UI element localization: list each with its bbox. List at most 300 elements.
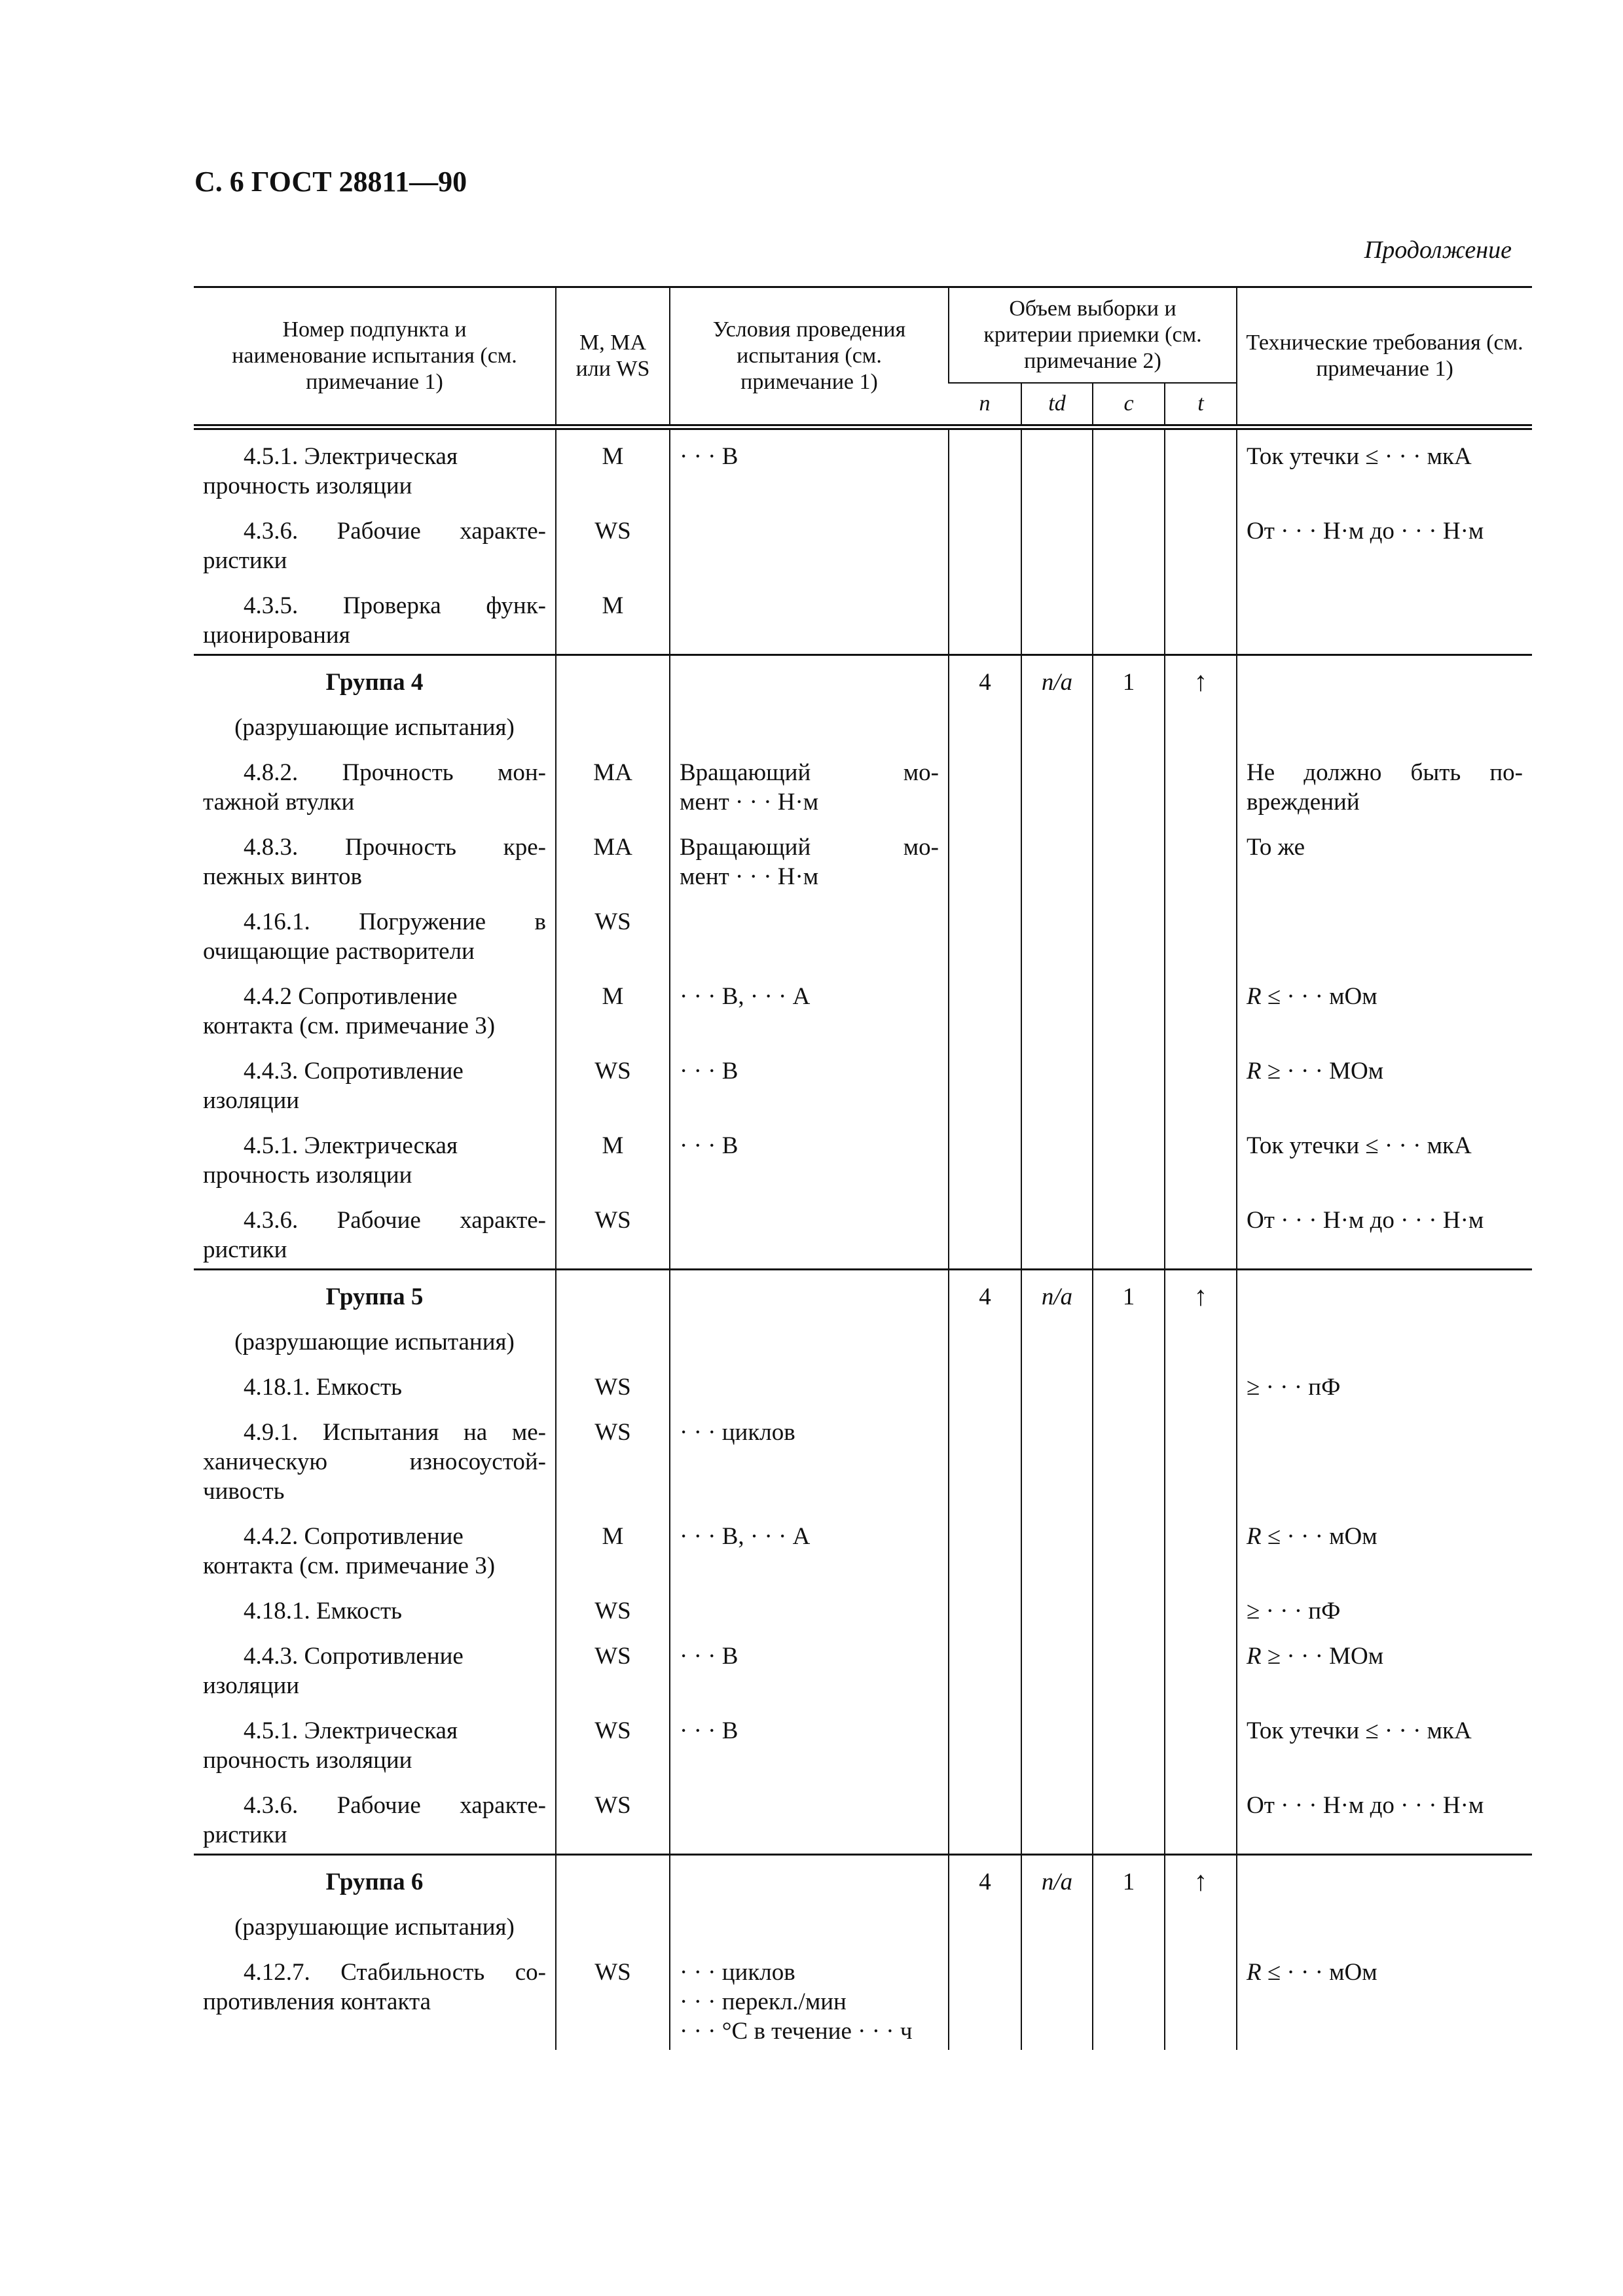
c-cell	[1093, 895, 1165, 970]
test-name-cell	[194, 970, 556, 1045]
t-cell	[1165, 579, 1237, 655]
n-cell	[949, 746, 1021, 821]
test-name-line: противления контакта	[203, 1988, 431, 2015]
method-cell	[556, 970, 670, 1045]
td-cell	[1021, 427, 1093, 505]
table-row	[194, 1194, 1532, 1270]
test-name-cell	[194, 1361, 556, 1406]
test-name-cell	[194, 1045, 556, 1119]
requirements-cell	[1237, 1316, 1532, 1361]
conditions-cell	[670, 1855, 949, 1901]
method-value: WS	[594, 1598, 631, 1624]
method-cell	[556, 1510, 670, 1585]
requirement-line: От · · · Н·м до · · · Н·м	[1247, 1792, 1484, 1819]
c-cell	[1093, 1194, 1165, 1270]
test-name-line: 4.5.1. Электрическая	[244, 1717, 458, 1744]
n-cell	[949, 655, 1021, 702]
requirements-cell	[1237, 821, 1532, 895]
method-value: М	[602, 1523, 624, 1550]
test-name-cell	[194, 427, 556, 505]
test-name-line: ханическую износоустой-	[203, 1448, 546, 1475]
header-requirements: Технические требования (см. примечание 1)	[1237, 287, 1532, 427]
method-value: М	[602, 443, 624, 470]
c-cell	[1093, 1270, 1165, 1316]
c-cell	[1093, 1704, 1165, 1779]
test-name-line: ристики	[203, 547, 287, 574]
condition-line: · · · В, · · · А	[680, 1523, 811, 1550]
method-cell	[556, 701, 670, 746]
test-name-line: чивость	[203, 1478, 285, 1505]
conditions-cell	[670, 1704, 949, 1779]
group-title: Группа 4	[325, 669, 424, 696]
method-value: WS	[594, 1959, 631, 1986]
method-value: WS	[594, 1207, 631, 1234]
conditions-cell	[670, 1901, 949, 1946]
td-cell	[1021, 1630, 1093, 1704]
n-cell	[949, 505, 1021, 579]
condition-line: · · · циклов	[680, 1959, 795, 1986]
n-cell	[949, 427, 1021, 505]
table-row	[194, 1704, 1532, 1779]
test-name-cell	[194, 655, 556, 702]
td-cell	[1021, 701, 1093, 746]
t-cell	[1165, 1630, 1237, 1704]
n-cell	[949, 701, 1021, 746]
conditions-cell	[670, 427, 949, 505]
conditions-cell	[670, 1946, 949, 2050]
n-cell	[949, 1510, 1021, 1585]
test-name-line: 4.5.1. Электрическая	[244, 1132, 458, 1159]
n-cell	[949, 1946, 1021, 2050]
conditions-cell	[670, 1510, 949, 1585]
condition-line: · · · В	[680, 1717, 739, 1744]
condition-line: · · · В	[680, 1132, 739, 1159]
test-name-line: 4.8.3. Прочность кре-	[244, 834, 546, 861]
test-name-line: 4.5.1. Электрическая	[244, 443, 458, 470]
td-cell	[1021, 1270, 1093, 1316]
method-cell	[556, 427, 670, 505]
td-cell	[1021, 1316, 1093, 1361]
test-name-cell	[194, 505, 556, 579]
conditions-cell	[670, 1630, 949, 1704]
t-cell	[1165, 1194, 1237, 1270]
method-cell	[556, 746, 670, 821]
n-cell	[949, 1119, 1021, 1194]
t-cell	[1165, 701, 1237, 746]
test-name-cell	[194, 1630, 556, 1704]
method-value: М	[602, 592, 624, 619]
conditions-cell	[670, 1194, 949, 1270]
sample-n: 4	[979, 1869, 991, 1895]
test-name-line: 4.3.6. Рабочие характе-	[244, 1792, 546, 1819]
n-cell	[949, 1270, 1021, 1316]
td-cell	[1021, 821, 1093, 895]
sample-c: 1	[1122, 669, 1135, 696]
test-name-line: изоляции	[203, 1672, 300, 1699]
t-cell	[1165, 746, 1237, 821]
method-value: М	[602, 983, 624, 1010]
t-cell	[1165, 821, 1237, 895]
test-name-line: 4.4.3. Сопротивление	[244, 1643, 464, 1670]
requirement-line: ≥ · · · пФ	[1247, 1598, 1341, 1624]
requirement-line: Ток утечки ≤ · · · мкА	[1247, 1717, 1472, 1744]
table-row	[194, 895, 1532, 970]
c-cell	[1093, 579, 1165, 655]
sample-n: 4	[979, 669, 991, 696]
t-cell	[1165, 655, 1237, 702]
requirements-cell	[1237, 1194, 1532, 1270]
t-cell	[1165, 1316, 1237, 1361]
td-cell	[1021, 895, 1093, 970]
n-cell	[949, 821, 1021, 895]
method-cell	[556, 1704, 670, 1779]
method-cell	[556, 1901, 670, 1946]
group-subtitle-row	[194, 1316, 1532, 1361]
condition-line: · · · °С в течение · · · ч	[680, 2018, 913, 2045]
td-cell	[1021, 1510, 1093, 1585]
table-row	[194, 1946, 1532, 2050]
n-cell	[949, 1704, 1021, 1779]
td-cell	[1021, 1779, 1093, 1855]
test-name-cell	[194, 821, 556, 895]
t-cell	[1165, 1704, 1237, 1779]
c-cell	[1093, 1779, 1165, 1855]
c-cell	[1093, 1630, 1165, 1704]
c-cell	[1093, 701, 1165, 746]
requirements-cell	[1237, 1946, 1532, 2050]
test-name-line: 4.9.1. Испытания на ме-	[244, 1419, 546, 1446]
c-cell	[1093, 1406, 1165, 1510]
header-c: c	[1093, 383, 1165, 427]
n-cell	[949, 1361, 1021, 1406]
test-name-cell	[194, 1855, 556, 1901]
header-conditions: Условия проведения испытания (см. примечание 1)	[670, 287, 949, 427]
requirements-cell	[1237, 1510, 1532, 1585]
test-name-cell	[194, 1585, 556, 1630]
c-cell	[1093, 1119, 1165, 1194]
requirement-line: Ток утечки ≤ · · · мкА	[1247, 443, 1472, 470]
requirements-cell	[1237, 1119, 1532, 1194]
table-row	[194, 746, 1532, 821]
condition-line: · · · В	[680, 1643, 739, 1670]
test-name-line: тажной втулки	[203, 789, 355, 816]
c-cell	[1093, 746, 1165, 821]
table-row	[194, 1630, 1532, 1704]
test-name-cell	[194, 1316, 556, 1361]
n-cell	[949, 1901, 1021, 1946]
conditions-cell	[670, 701, 949, 746]
n-cell	[949, 1045, 1021, 1119]
test-table	[194, 286, 1532, 2050]
test-name-line: 4.4.3. Сопротивление	[244, 1058, 464, 1085]
test-name-line: 4.3.5. Проверка функ-	[244, 592, 546, 619]
method-value: WS	[594, 1792, 631, 1819]
n-cell	[949, 895, 1021, 970]
td-cell	[1021, 579, 1093, 655]
requirements-cell	[1237, 1361, 1532, 1406]
method-cell	[556, 1946, 670, 2050]
t-cell	[1165, 1406, 1237, 1510]
group-subtitle: (разрушающие испытания)	[234, 714, 515, 741]
n-cell	[949, 1194, 1021, 1270]
test-name-cell	[194, 1194, 556, 1270]
test-name-cell	[194, 1946, 556, 2050]
test-name-line: 4.12.7. Стабильность со-	[244, 1959, 546, 1986]
n-cell	[949, 579, 1021, 655]
c-cell	[1093, 1510, 1165, 1585]
method-cell	[556, 1045, 670, 1119]
test-name-line: 4.4.2. Сопротивление	[244, 1523, 464, 1550]
requirement-line: То же	[1247, 834, 1305, 861]
test-name-cell	[194, 1406, 556, 1510]
group-title: Группа 6	[325, 1869, 424, 1895]
td-cell	[1021, 1704, 1093, 1779]
table-row	[194, 505, 1532, 579]
method-cell	[556, 895, 670, 970]
method-cell	[556, 1361, 670, 1406]
header-name: Номер подпункта и наименование испытания (см. примечание 1)	[194, 287, 556, 427]
group-row	[194, 1855, 1532, 1901]
c-cell	[1093, 655, 1165, 702]
test-name-line: контакта (см. примечание 3)	[203, 1552, 496, 1579]
requirements-cell	[1237, 1270, 1532, 1316]
test-name-cell	[194, 1901, 556, 1946]
c-cell	[1093, 1045, 1165, 1119]
table-row	[194, 1361, 1532, 1406]
requirement-line: От · · · Н·м до · · · Н·м	[1247, 1207, 1484, 1234]
td-cell	[1021, 970, 1093, 1045]
requirements-cell	[1237, 746, 1532, 821]
header-t: t	[1165, 383, 1237, 427]
method-cell	[556, 1406, 670, 1510]
table-row	[194, 1406, 1532, 1510]
test-name-line: прочность изоляции	[203, 1747, 412, 1774]
t-cell	[1165, 970, 1237, 1045]
test-name-line: ристики	[203, 1821, 287, 1848]
requirements-cell	[1237, 1045, 1532, 1119]
requirements-cell	[1237, 1406, 1532, 1510]
requirement-line: R ≤ · · · мОм	[1247, 1523, 1377, 1550]
conditions-cell	[670, 746, 949, 821]
table-row	[194, 1585, 1532, 1630]
t-cell	[1165, 505, 1237, 579]
t-cell	[1165, 895, 1237, 970]
group-subtitle: (разрушающие испытания)	[234, 1914, 515, 1941]
test-name-line: 4.18.1. Емкость	[244, 1374, 402, 1401]
method-cell	[556, 1270, 670, 1316]
td-cell	[1021, 746, 1093, 821]
method-value: WS	[594, 1717, 631, 1744]
method-value: WS	[594, 1374, 631, 1401]
n-cell	[949, 1630, 1021, 1704]
condition-line: · · · В	[680, 1058, 739, 1085]
test-name-line: 4.18.1. Емкость	[244, 1598, 402, 1624]
method-cell	[556, 505, 670, 579]
method-cell	[556, 579, 670, 655]
conditions-cell	[670, 505, 949, 579]
condition-line: · · · В	[680, 443, 739, 470]
method-value: МА	[593, 834, 632, 861]
arrow-up-icon: ↑	[1194, 667, 1208, 697]
n-cell	[949, 1779, 1021, 1855]
conditions-cell	[670, 1045, 949, 1119]
requirement-line: R ≤ · · · мОм	[1247, 1959, 1377, 1986]
conditions-cell	[670, 895, 949, 970]
page-header: С. 6 ГОСТ 28811—90	[194, 166, 467, 198]
test-name-line: 4.16.1. Погружение в	[244, 908, 546, 935]
td-cell	[1021, 1361, 1093, 1406]
c-cell	[1093, 821, 1165, 895]
conditions-cell	[670, 1585, 949, 1630]
t-cell	[1165, 1946, 1237, 2050]
test-name-line: 4.3.6. Рабочие характе-	[244, 518, 546, 545]
continuation-label: Продолжение	[1364, 236, 1512, 264]
c-cell	[1093, 970, 1165, 1045]
requirements-cell	[1237, 1901, 1532, 1946]
test-name-cell	[194, 1270, 556, 1316]
td-cell	[1021, 1194, 1093, 1270]
test-name-cell	[194, 1779, 556, 1855]
method-value: WS	[594, 518, 631, 545]
t-cell	[1165, 1510, 1237, 1585]
sample-n: 4	[979, 1283, 991, 1310]
method-value: МА	[593, 759, 632, 786]
table-row	[194, 579, 1532, 655]
t-cell	[1165, 1855, 1237, 1901]
test-name-line: очищающие растворители	[203, 938, 475, 965]
t-cell	[1165, 1361, 1237, 1406]
n-cell	[949, 970, 1021, 1045]
table-row	[194, 1119, 1532, 1194]
td-cell	[1021, 1946, 1093, 2050]
method-value: WS	[594, 908, 631, 935]
c-cell	[1093, 1361, 1165, 1406]
test-name-cell	[194, 701, 556, 746]
n-cell	[949, 1585, 1021, 1630]
td-cell	[1021, 1406, 1093, 1510]
group-row	[194, 655, 1532, 702]
group-subtitle: (разрушающие испытания)	[234, 1329, 515, 1355]
test-name-line: 4.4.2 Сопротивление	[244, 983, 458, 1010]
requirements-cell	[1237, 1779, 1532, 1855]
group-subtitle-row	[194, 1901, 1532, 1946]
method-cell	[556, 1316, 670, 1361]
test-name-line: контакта (см. примечание 3)	[203, 1013, 496, 1039]
c-cell	[1093, 427, 1165, 505]
td-cell	[1021, 505, 1093, 579]
table-row	[194, 821, 1532, 895]
condition-line: · · · циклов	[680, 1419, 795, 1446]
c-cell	[1093, 1316, 1165, 1361]
requirement-line: вреждений	[1247, 789, 1360, 816]
test-name-cell	[194, 895, 556, 970]
header-td: td	[1021, 383, 1093, 427]
requirement-line: ≥ · · · пФ	[1247, 1374, 1341, 1401]
method-cell	[556, 1779, 670, 1855]
test-name-line: прочность изоляции	[203, 473, 412, 499]
test-name-line: изоляции	[203, 1087, 300, 1114]
method-cell	[556, 1630, 670, 1704]
conditions-cell	[670, 1316, 949, 1361]
requirements-cell	[1237, 579, 1532, 655]
test-name-line: ристики	[203, 1236, 287, 1263]
arrow-up-icon: ↑	[1194, 1867, 1208, 1897]
requirement-line: R ≤ · · · мОм	[1247, 983, 1377, 1010]
n-cell	[949, 1406, 1021, 1510]
method-cell	[556, 821, 670, 895]
method-cell	[556, 1119, 670, 1194]
method-cell	[556, 655, 670, 702]
requirements-cell	[1237, 505, 1532, 579]
table-row	[194, 970, 1532, 1045]
t-cell	[1165, 427, 1237, 505]
requirements-cell	[1237, 1704, 1532, 1779]
requirements-cell	[1237, 1855, 1532, 1901]
method-cell	[556, 1194, 670, 1270]
method-value: М	[602, 1132, 624, 1159]
sample-c: 1	[1122, 1869, 1135, 1895]
requirements-cell	[1237, 895, 1532, 970]
test-name-cell	[194, 1510, 556, 1585]
t-cell	[1165, 1901, 1237, 1946]
td-cell	[1021, 655, 1093, 702]
t-cell	[1165, 1585, 1237, 1630]
header-n: n	[979, 391, 991, 416]
requirements-cell	[1237, 1585, 1532, 1630]
n-cell	[949, 1855, 1021, 1901]
test-name-cell	[194, 1704, 556, 1779]
method-value: WS	[594, 1058, 631, 1085]
arrow-up-icon: ↑	[1194, 1282, 1208, 1312]
conditions-cell	[670, 1406, 949, 1510]
test-name-line: 4.8.2. Прочность мон-	[244, 759, 546, 786]
td-cell	[1021, 1585, 1093, 1630]
conditions-cell	[670, 1119, 949, 1194]
td-cell	[1021, 1045, 1093, 1119]
conditions-cell	[670, 1779, 949, 1855]
requirements-cell	[1237, 701, 1532, 746]
t-cell	[1165, 1270, 1237, 1316]
requirements-cell	[1237, 427, 1532, 505]
conditions-cell	[670, 970, 949, 1045]
method-cell	[556, 1585, 670, 1630]
test-name-line: ционирования	[203, 622, 350, 649]
group-subtitle-row	[194, 701, 1532, 746]
test-name-cell	[194, 1119, 556, 1194]
sample-td: n/a	[1041, 1283, 1073, 1310]
t-cell	[1165, 1119, 1237, 1194]
requirement-line: От · · · Н·м до · · · Н·м	[1247, 518, 1484, 545]
c-cell	[1093, 505, 1165, 579]
td-cell	[1021, 1901, 1093, 1946]
header-method: М, МА или WS	[556, 287, 670, 427]
requirements-cell	[1237, 970, 1532, 1045]
requirement-line: Ток утечки ≤ · · · мкА	[1247, 1132, 1472, 1159]
conditions-cell	[670, 1361, 949, 1406]
test-name-cell	[194, 579, 556, 655]
table-row	[194, 1045, 1532, 1119]
test-name-line: 4.3.6. Рабочие характе-	[244, 1207, 546, 1234]
test-name-line: пежных винтов	[203, 863, 362, 890]
c-cell	[1093, 1901, 1165, 1946]
c-cell	[1093, 1855, 1165, 1901]
group-title: Группа 5	[325, 1283, 424, 1310]
table-row	[194, 427, 1532, 505]
table-body	[194, 427, 1532, 2051]
condition-line: · · · перекл./мин	[680, 1988, 847, 2015]
header-sample: Объем выборки и критерии приемки (см. примечание 2)	[949, 287, 1237, 384]
c-cell	[1093, 1946, 1165, 2050]
